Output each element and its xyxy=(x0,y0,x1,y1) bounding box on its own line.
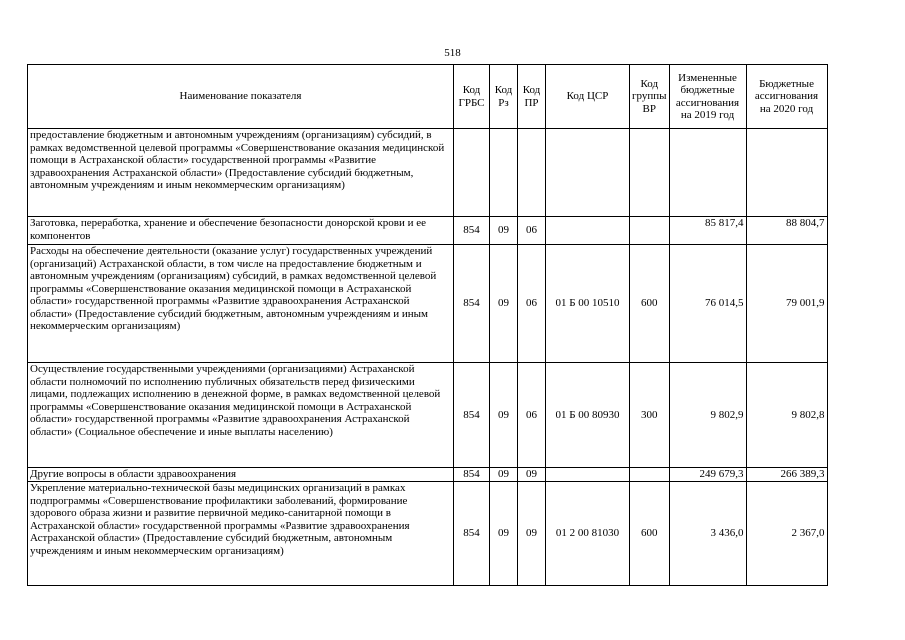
row-csr: 01 Б 00 80930 xyxy=(546,363,630,468)
header-rz: Код Рз xyxy=(490,65,518,129)
table-row xyxy=(28,482,828,586)
row-csr xyxy=(546,217,630,245)
row-amount-2019: 249 679,3 xyxy=(669,468,746,482)
row-name: предоставление бюджетным и автономным учреждениям (организациям) субсидий, в рамках ведомственной целевой программы «Совершенствование оказания медицинской помощи в Астраханской области» государственной программы «Развитие здравоохранения Астраханской области» (Предоставление субсидий бюджетным, автономным учреждениям и иным некоммерческим организациям) xyxy=(28,129,454,217)
row-amount-2020: 9 802,8 xyxy=(746,363,827,468)
row-grbs xyxy=(454,129,490,217)
row-rz: 09 xyxy=(490,468,518,482)
row-pr: 06 xyxy=(518,217,546,245)
row-grbs: 854 xyxy=(454,245,490,363)
row-csr: 01 Б 00 10510 xyxy=(546,245,630,363)
row-amount-2019: 76 014,5 xyxy=(669,245,746,363)
page-number: 518 xyxy=(444,47,461,59)
row-pr xyxy=(518,129,546,217)
header-pr: Код ПР xyxy=(518,65,546,129)
header-csr: Код ЦСР xyxy=(546,65,630,129)
row-grbs: 854 xyxy=(454,468,490,482)
row-amount-2020: 88 804,7 xyxy=(746,217,827,245)
header-amount-2019: Измененные бюджетные ассигнования на 2019 год xyxy=(669,65,746,129)
row-amount-2019 xyxy=(669,129,746,217)
row-vr xyxy=(630,129,670,217)
row-rz xyxy=(490,129,518,217)
row-name: Осуществление государственными учреждениями (организациями) Астраханской области полномочий по исполнению публичных обязательств перед физическими лицами, подлежащих исполнению в денежной форме, в рамках ведомственной целевой программы «Совершенствование оказания медицинской помощи в Астраханской области» государственной программы «Развитие здравоохранения Астраханской области» (Социальное обеспечение и иные выплаты населению) xyxy=(28,363,454,468)
table-row xyxy=(28,363,828,468)
row-amount-2020: 2 367,0 xyxy=(746,482,827,586)
row-grbs: 854 xyxy=(454,363,490,468)
table-header-row xyxy=(28,65,828,129)
row-csr xyxy=(546,129,630,217)
row-pr: 09 xyxy=(518,468,546,482)
row-name: Расходы на обеспечение деятельности (оказание услуг) государственных учреждений (организаций) Астраханской области, в том числе на предоставление бюджетным и автономным учреждениям (организациям) субсидий, в рамках ведомственной целевой программы «Совершенствование оказания медицинской помощи в Астраханской области» государственной программы «Развитие здравоохранения Астраханской области» (Предоставление субсидий бюджетным, автономным учреждениям и иным некоммерческим организациям) xyxy=(28,245,454,363)
row-amount-2020 xyxy=(746,129,827,217)
header-amount-2020: Бюджетные ассигнования на 2020 год xyxy=(746,65,827,129)
row-csr xyxy=(546,468,630,482)
table-row xyxy=(28,468,828,482)
row-pr: 06 xyxy=(518,363,546,468)
row-vr: 300 xyxy=(630,363,670,468)
table-row xyxy=(28,245,828,363)
row-pr: 09 xyxy=(518,482,546,586)
row-grbs: 854 xyxy=(454,482,490,586)
row-rz: 09 xyxy=(490,245,518,363)
row-name: Другие вопросы в области здравоохранения xyxy=(28,468,454,482)
row-vr: 600 xyxy=(630,482,670,586)
row-vr xyxy=(630,217,670,245)
row-vr: 600 xyxy=(630,245,670,363)
table-row xyxy=(28,217,828,245)
header-grbs: Код ГРБС xyxy=(454,65,490,129)
row-name: Укрепление материально-технической базы медицинских организаций в рамках подпрограммы «Совершенствование профилактики заболеваний, формирование здорового образа жизни и развитие первичной медико-санитарной помощи в Астраханской области» государственной программы «Развитие здравоохранения Астраханской области» (Предоставление субсидий бюджетным, автономным учреждениям и иным некоммерческим организациям) xyxy=(28,482,454,586)
row-amount-2020: 79 001,9 xyxy=(746,245,827,363)
row-csr: 01 2 00 81030 xyxy=(546,482,630,586)
header-vr: Код группы ВР xyxy=(630,65,670,129)
row-pr: 06 xyxy=(518,245,546,363)
row-name: Заготовка, переработка, хранение и обеспечение безопасности донорской крови и ее компонентов xyxy=(28,217,454,245)
row-grbs: 854 xyxy=(454,217,490,245)
header-name: Наименование показателя xyxy=(28,65,454,129)
row-rz: 09 xyxy=(490,363,518,468)
row-amount-2019: 85 817,4 xyxy=(669,217,746,245)
row-rz: 09 xyxy=(490,217,518,245)
row-rz: 09 xyxy=(490,482,518,586)
budget-table xyxy=(27,64,828,586)
row-vr xyxy=(630,468,670,482)
table-row xyxy=(28,129,828,217)
row-amount-2019: 3 436,0 xyxy=(669,482,746,586)
row-amount-2020: 266 389,3 xyxy=(746,468,827,482)
row-amount-2019: 9 802,9 xyxy=(669,363,746,468)
